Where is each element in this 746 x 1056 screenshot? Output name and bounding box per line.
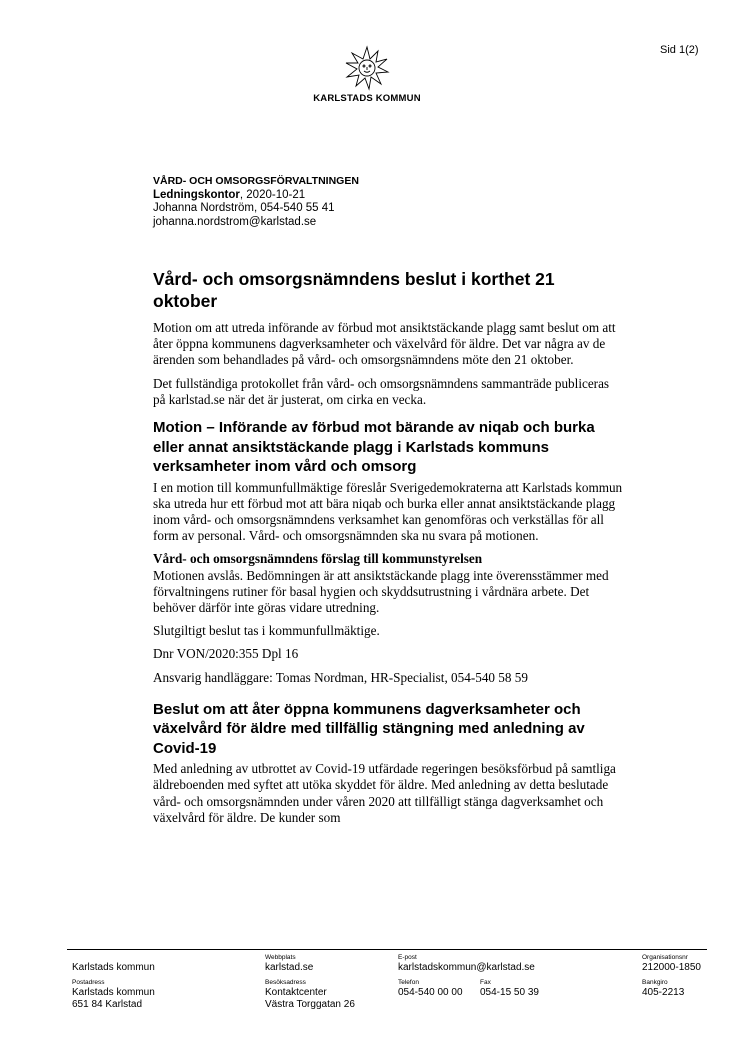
footer-postal-line2: 651 84 Karlstad xyxy=(72,998,143,1010)
intro-paragraph-1: Motion om att utreda införande av förbud mot ansiktstäckande plagg samt beslut om att åter öppna kommunens dagverksamheter och växelvård för äldre. Det var några av de ärenden som behandlades på vård- och omsorgsnämndens möte den 21 oktober. xyxy=(153,320,616,368)
footer-web-value[interactable]: karlstad.se xyxy=(265,962,314,973)
footer-bankgiro-value: 405-2213 xyxy=(642,987,685,998)
sender-block xyxy=(153,175,359,229)
footer-fax-col xyxy=(480,979,539,999)
section1-heading: Motion – Införande av förbud mot bärande av niqab och burka eller annat ansiktstäckande plagg i Karlstads kommuns verksamheter inom vård och omsorg xyxy=(153,419,595,476)
footer-postal-col xyxy=(72,979,155,1010)
footer-visit-col xyxy=(265,979,355,1010)
footer-visit-line1: Kontaktcenter xyxy=(265,987,327,998)
footer-name: Karlstads kommun xyxy=(72,962,155,973)
org-name: KARLSTADS KOMMUN xyxy=(313,93,421,104)
sun-logo-icon xyxy=(344,45,390,91)
section2-heading: Beslut om att åter öppna kommunens dagverksamheter och växelvård för äldre med tillfällig stängning med anledning av Covid-19 xyxy=(153,700,585,757)
footer-email-label: E-post xyxy=(398,954,417,961)
footer-orgnr-col xyxy=(642,954,701,974)
footer-phone-col xyxy=(398,979,463,999)
footer-fax-value: 054-15 50 39 xyxy=(480,987,539,998)
footer-phone-label: Telefon xyxy=(398,979,419,986)
page-number: Sid 1(2) xyxy=(660,44,699,56)
contact: Johanna Nordström, 054-540 55 41 xyxy=(153,202,335,214)
footer-bankgiro-label: Bankgiro xyxy=(642,979,668,986)
footer-web-col xyxy=(265,954,313,974)
section1-paragraph-4: Dnr VON/2020:355 Dpl 16 xyxy=(153,646,299,662)
date: , 2020-10-21 xyxy=(239,188,306,201)
logo xyxy=(300,45,434,104)
section1-paragraph-5: Ansvarig handläggare: Tomas Nordman, HR-Specialist, 054-540 58 59 xyxy=(153,669,528,685)
footer-postal-line1: Karlstads kommun xyxy=(72,987,155,998)
footer-web-label: Webbplats xyxy=(265,954,296,961)
footer-bankgiro-col xyxy=(642,979,684,999)
department: VÅRD- OCH OMSORGSFÖRVALTNINGEN xyxy=(153,175,359,187)
footer-visit-line2: Västra Torggatan 26 xyxy=(265,998,355,1010)
office-line xyxy=(153,189,359,203)
section1-proposal xyxy=(153,551,623,616)
section1-paragraph-1: I en motion till kommunfullmäktige föreslår Sverigedemokraterna att Karlstads kommun ska utreda hur ett förbud mot att bära niqab och burka eller annat ansiktstäckande plagg inom vård- och omsorgsnämndens verksamhet kan genomföras och verkställas för all form av personal. Vård- och omsorgsnämnden ska nu svara på motionen. xyxy=(153,479,623,544)
section1-paragraph-2: Motionen avslås. Bedömningen är att ansiktstäckande plagg inte överensstämmer med förvaltningens rutiner för basal hygien och skyddsutrustning i vårdnära arbete. Det behöver därför inte göras vidare utredning. xyxy=(153,567,609,615)
office: Ledningskontor xyxy=(153,188,240,201)
footer-phone-value: 054-540 00 00 xyxy=(398,987,463,998)
section2-paragraph-1: Med anledning av utbrottet av Covid-19 utfärdade regeringen besöksförbud på samtliga äldreboenden med syftet att utöka skyddet för äldre. Med anledning av detta beslutade vård- och omsorgsnämnden under våren 2020 att tillfälligt stänga dagverksamhet och växelvård för äldre. De kunder som xyxy=(153,761,616,825)
footer-visit-label: Besöksadress xyxy=(265,979,306,986)
section1-paragraph-3: Slutgiltigt beslut tas i kommunfullmäktige. xyxy=(153,623,380,639)
section1-subheading: Vård- och omsorgsnämndens förslag till kommunstyrelsen xyxy=(153,551,483,567)
footer-email-col xyxy=(398,954,535,974)
footer-email-value[interactable]: karlstadskommun@karlstad.se xyxy=(398,962,535,973)
footer-orgnr-label: Organisationsnr xyxy=(642,954,688,961)
email: johanna.nordstrom@karlstad.se xyxy=(153,215,317,228)
article xyxy=(153,268,623,833)
footer-postal-label: Postadress xyxy=(72,979,105,986)
article-title: Vård- och omsorgsnämndens beslut i korthet 21 oktober xyxy=(153,269,555,311)
footer-divider xyxy=(67,949,707,950)
intro-paragraph-2: Det fullständiga protokollet från vård- och omsorgsnämndens sammanträde publiceras på karlstad.se när det är justerat, om cirka en vecka. xyxy=(153,375,610,407)
footer-fax-label: Fax xyxy=(480,979,491,986)
footer-orgnr-value: 212000-1850 xyxy=(642,962,701,973)
footer-name-col xyxy=(72,962,155,974)
